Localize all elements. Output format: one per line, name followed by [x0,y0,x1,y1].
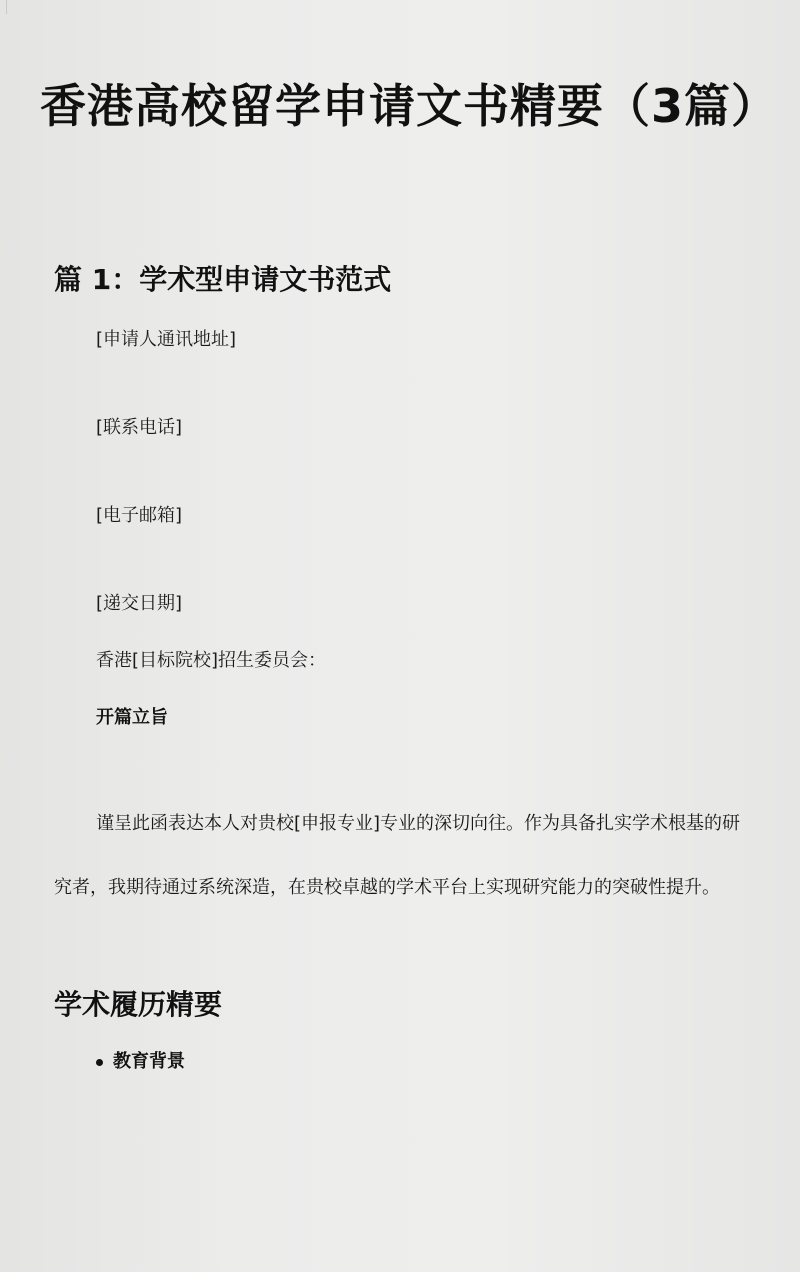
bullet-icon [96,1059,103,1066]
recipient-line: 香港[目标院校]招生委员会： [96,650,327,671]
bullet-label: 教育背景 [113,1051,185,1072]
section-heading-academic-template: 篇 1：学术型申请文书范式 [54,263,392,296]
applicant-address-placeholder: [申请人通讯地址] [96,329,237,350]
phone-placeholder: [联系电话] [96,417,183,438]
opening-paragraph: 谨呈此函表达本人对贵校[申报专业]专业的深切向往。作为具备扎实学术根基的研究者，我期待通过系统深造，在贵校卓越的学术平台上实现研究能力的突破性提升。 [54,813,741,898]
document-title: 香港高校留学申请文书精要（3篇） [40,79,779,133]
page-edge-mark [0,0,7,14]
section-heading-academic-history: 学术履历精要 [54,988,223,1021]
email-placeholder: [电子邮箱] [96,505,183,526]
submission-date-placeholder: [递交日期] [96,593,183,614]
bullet-item-education [96,1050,185,1074]
opening-heading: 开篇立旨 [96,707,168,728]
